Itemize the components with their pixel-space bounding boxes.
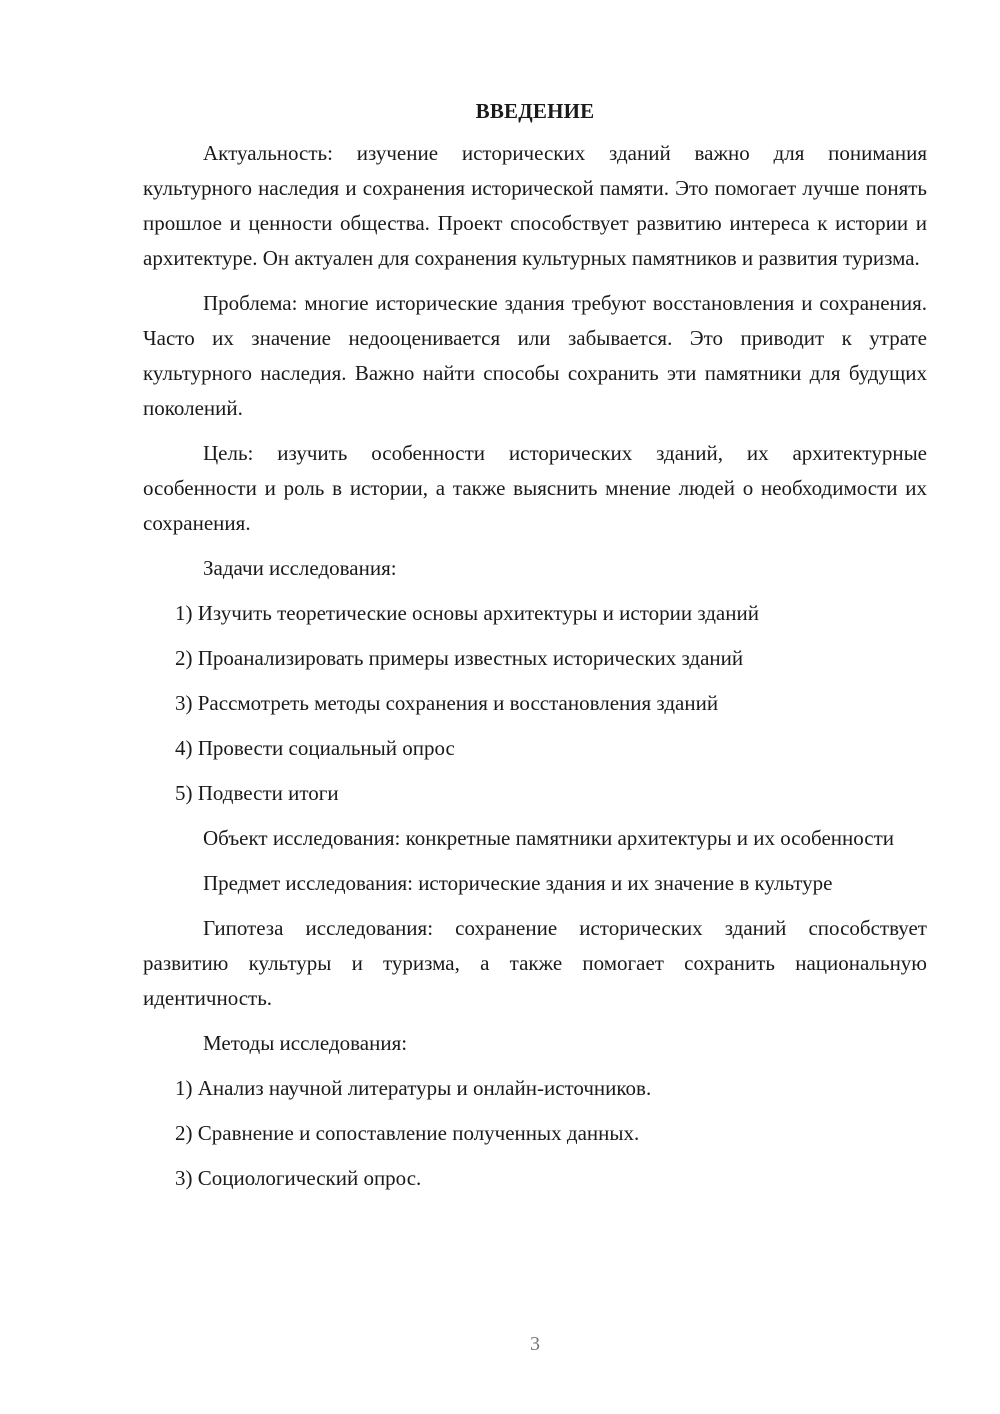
page-title: ВВЕДЕНИЕ	[475, 99, 595, 123]
list-item-text: Изучить теоретические основы архитектуры и истории зданий	[197, 601, 759, 625]
methods-list	[143, 1071, 927, 1196]
list-number: 2 )	[175, 646, 198, 670]
list-number: 4 )	[175, 736, 198, 760]
tasks-label: Задачи исследования:	[203, 556, 397, 580]
list-item	[175, 776, 927, 811]
list-item	[175, 731, 927, 766]
list-item	[175, 641, 927, 676]
subject-paragraph: Предмет исследования: исторические здания и их значение в культуре	[203, 871, 833, 895]
list-item	[175, 686, 927, 721]
relevance-paragraph: Актуальность: изучение исторических зданий важно для понимания культурного наследия и сохранения исторической памяти. Это помогает лучше понять прошлое и ценности общества. Проект способствует развитию интереса к истории и архитектуре. Он актуален для сохранения культурных памятников и развития туризма.	[143, 141, 927, 270]
list-number: 1 )	[175, 601, 198, 625]
problem-paragraph: Проблема: многие исторические здания требуют восстановления и сохранения. Часто их значение недооценивается или забывается. Это приводит к утрате культурного наследия. Важно найти способы сохранить эти памятники для будущих поколений.	[143, 291, 927, 420]
methods-label: Методы исследования:	[203, 1031, 408, 1055]
list-number: 2 )	[175, 1121, 198, 1145]
document-page	[143, 96, 927, 1206]
list-item	[175, 1161, 927, 1196]
list-item	[175, 1071, 927, 1106]
list-item-text: Подвести итоги	[197, 781, 339, 805]
list-item-text: Анализ научной литературы и онлайн-источников.	[197, 1076, 652, 1100]
list-number: 3 )	[175, 1166, 198, 1190]
object-paragraph: Объект исследования: конкретные памятники архитектуры и их особенности	[203, 826, 895, 850]
list-item-text: Сравнение и сопоставление полученных данных.	[197, 1121, 640, 1145]
list-item-text: Проанализировать примеры известных исторических зданий	[197, 646, 744, 670]
list-number: 1 )	[175, 1076, 198, 1100]
list-item-text: Социологический опрос.	[197, 1166, 422, 1190]
list-item	[175, 596, 927, 631]
tasks-list	[143, 596, 927, 811]
page-number: 3	[530, 1333, 540, 1355]
goal-paragraph: Цель: изучить особенности исторических зданий, их архитектурные особенности и роль в истории, а также выяснить мнение людей о необходимости их сохранения.	[143, 441, 927, 535]
list-item	[175, 1116, 927, 1151]
list-item-text: Рассмотреть методы сохранения и восстановления зданий	[197, 691, 719, 715]
hypothesis-paragraph: Гипотеза исследования: сохранение исторических зданий способствует развитию культуры и туризма, а также помогает сохранить национальную идентичность.	[143, 916, 927, 1010]
list-number: 3 )	[175, 691, 198, 715]
list-number: 5 )	[175, 781, 198, 805]
list-item-text: Провести социальный опрос	[197, 736, 455, 760]
